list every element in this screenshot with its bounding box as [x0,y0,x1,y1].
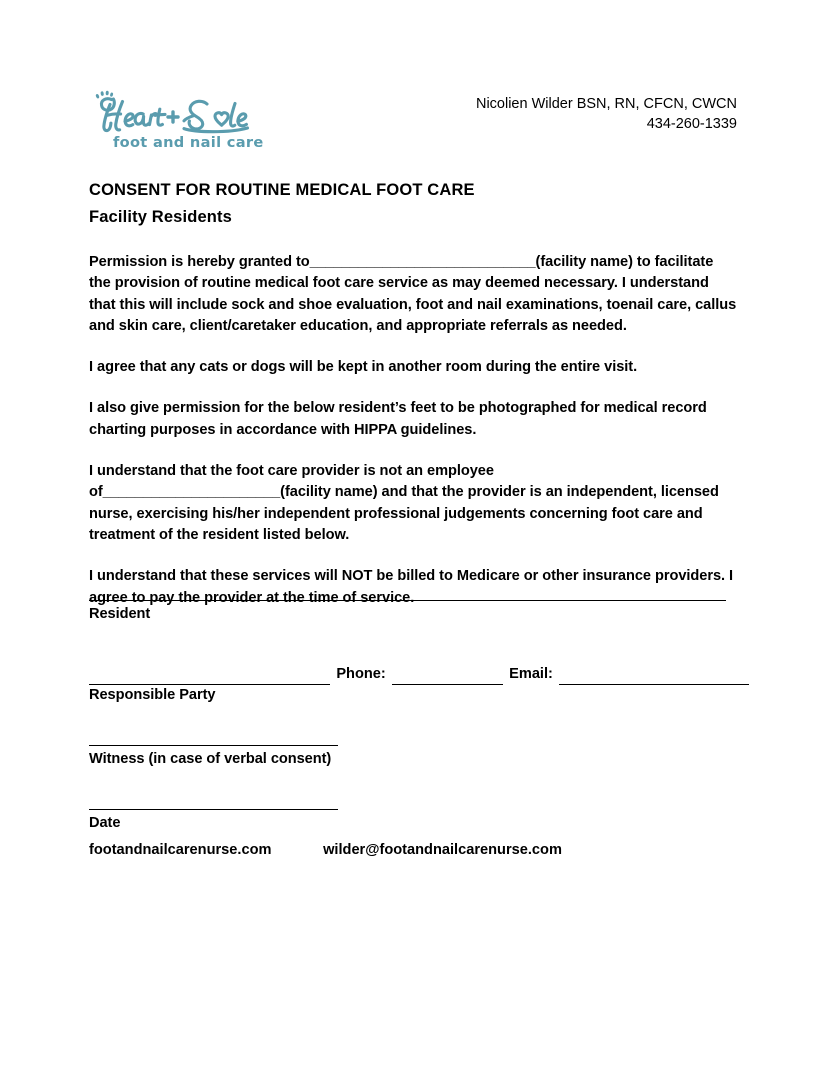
document-header [89,88,737,150]
website-text[interactable]: footandnailcarenurse.com [89,842,272,858]
page-title-line-2: Facility Residents [89,208,232,226]
consent-paragraph: I agree that any cats or dogs will be kept in another room during the entire visit. [89,359,638,376]
provider-name: Nicolien Wilder BSN, RN, CFCN, CWCN [475,96,737,112]
spacer [89,644,749,664]
witness-group [89,745,749,770]
provider-contact [476,88,737,134]
consent-paragraph: Permission is hereby granted to____________________________(facility name) to facilitate the provision of routine medical foot care service as may deemed necessary. I understand that this will include sock and shoe evaluation, foot and nail examinations, toenail care, callus and skin care, client/caretaker education, and appropriate referrals as needed. [89,254,737,334]
phone-label: Phone: [336,666,386,682]
spacer [89,789,749,809]
consent-body [89,252,737,609]
document-footer [89,840,749,861]
responsible-party-row [89,664,749,685]
date-label: Date [89,815,121,831]
consent-paragraph: I also give permission for the below resident’s feet to be photographed for medical record charting purposes in accordance with HIPPA guidelines. [89,400,707,438]
responsible-party-label: Responsible Party [89,687,216,703]
consent-paragraph: I understand that these services will NOT be billed to Medicare or other insurance providers. I agree to pay the provider at the time of service. [89,568,734,606]
responsible-party-group [89,664,749,706]
date-group [89,809,749,834]
heart-and-sole-logo [89,88,275,150]
logo-tagline: foot and nail care [113,134,264,150]
email-line[interactable] [559,684,749,685]
witness-label: Witness (in case of verbal consent) [89,751,332,767]
phone-line[interactable] [392,684,503,685]
date-line[interactable] [89,809,338,810]
page-title-line-1: CONSENT FOR ROUTINE MEDICAL FOOT CARE [89,181,475,199]
resident-signature-line[interactable] [89,600,726,601]
resident-label: Resident [89,606,151,622]
email-text[interactable]: wilder@footandnailcarenurse.com [323,842,562,858]
witness-signature-line[interactable] [89,745,338,746]
resident-signature-group [89,600,749,625]
signature-section [89,600,749,853]
spacer [89,725,749,745]
page-title [89,177,749,231]
consent-paragraph: I understand that the foot care provider is not an employee of______________________(facility name) and that the provider is an independent, licensed nurse, exercising his/her independent professional judgements concerning foot care and treatment of the resident listed below. [89,463,719,543]
provider-phone: 434-260-1339 [646,116,737,132]
email-label: Email: [509,666,553,682]
